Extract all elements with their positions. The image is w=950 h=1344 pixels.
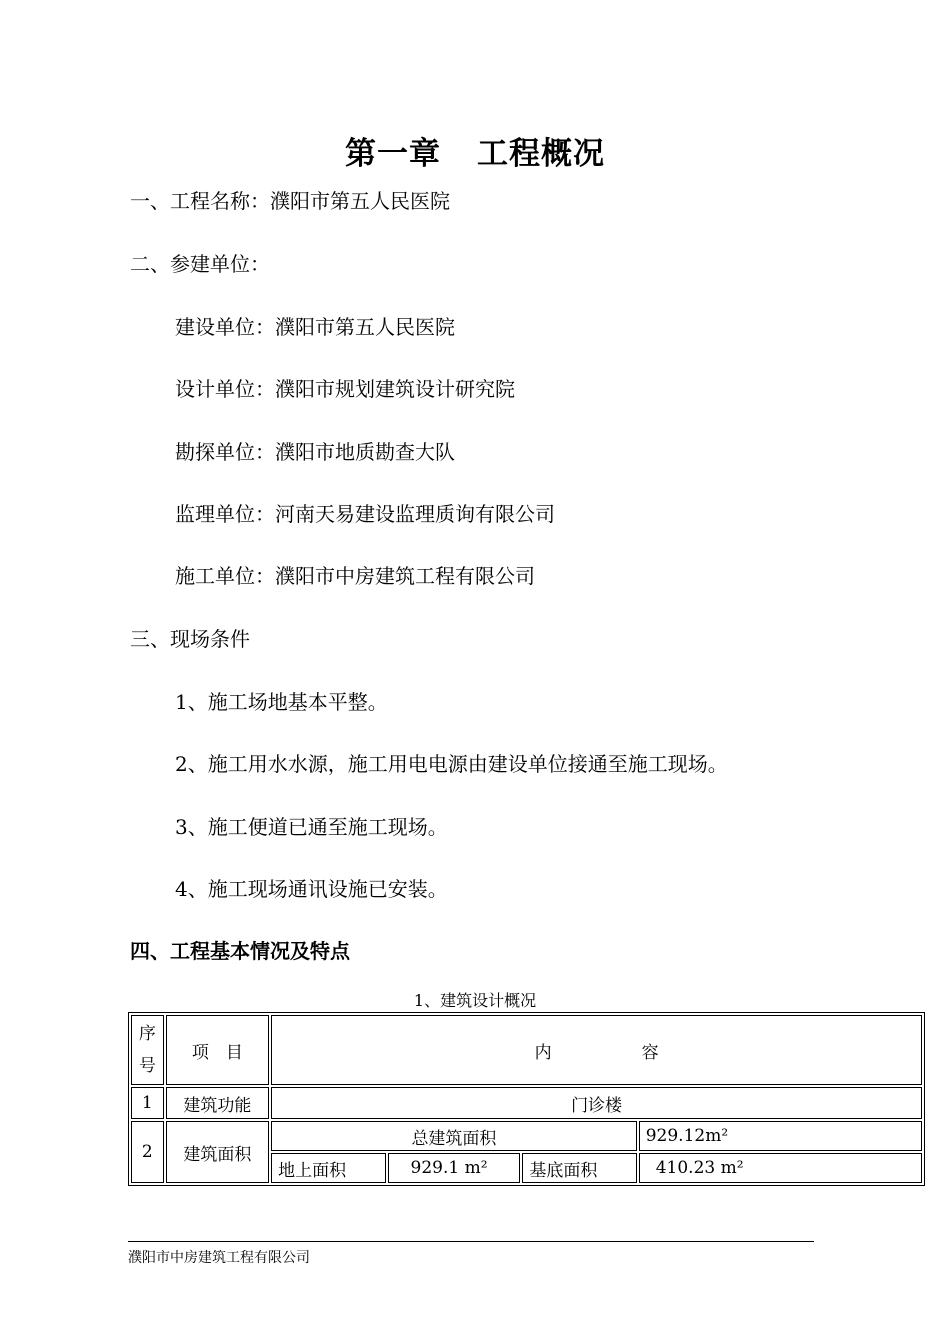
table-row [131,1121,922,1151]
condition-item: 4、施工现场通讯设施已安装。 [175,877,448,901]
footer-divider [128,1241,814,1242]
section-basic-info: 四、工程基本情况及特点 [130,939,350,963]
above-ground-area-value: 929.1 m² [388,1153,521,1183]
chapter-name: 工程概况 [477,136,605,172]
condition-item: 3、施工便道已通至施工现场。 [175,815,448,839]
unit-surveyor: 勘探单位：濮阳市地质勘查大队 [175,440,455,464]
condition-item: 2、施工用水水源，施工用电电源由建设单位接通至施工现场。 [175,752,728,776]
table-caption: 1、建筑设计概况 [413,991,537,1010]
base-area-value: 410.23 m² [639,1153,922,1183]
total-area-value: 929.12m² [639,1121,922,1151]
row-item: 建筑功能 [166,1087,269,1119]
row-no: 2 [131,1121,164,1183]
table-row [131,1087,922,1119]
footer-company: 濮阳市中房建筑工程有限公司 [128,1250,310,1266]
total-area-label: 总建筑面积 [271,1121,637,1151]
unit-owner: 建设单位：濮阳市第五人民医院 [175,315,455,339]
header-no: 序 号 [131,1015,164,1085]
row-item: 建筑面积 [166,1121,269,1183]
design-overview-table [128,1012,925,1186]
chapter-title [0,128,950,173]
table-header-row [131,1015,922,1085]
condition-item: 1、施工场地基本平整。 [175,690,388,714]
unit-designer: 设计单位：濮阳市规划建筑设计研究院 [175,377,515,401]
header-item: 项 目 [166,1015,269,1085]
header-content: 内 容 [271,1015,922,1085]
row-no: 1 [131,1087,164,1119]
unit-contractor: 施工单位：濮阳市中房建筑工程有限公司 [175,564,535,588]
section-project-name: 一、工程名称：濮阳市第五人民医院 [130,189,450,213]
chapter-number: 第一章 [345,136,441,172]
section-participants: 二、参建单位： [130,252,270,276]
above-ground-area-label: 地上面积 [271,1153,385,1183]
section-site-conditions: 三、现场条件 [130,627,250,651]
row-content: 门诊楼 [271,1087,922,1119]
unit-supervisor: 监理单位：河南天易建设监理质询有限公司 [175,502,555,526]
base-area-label: 基底面积 [522,1153,636,1183]
